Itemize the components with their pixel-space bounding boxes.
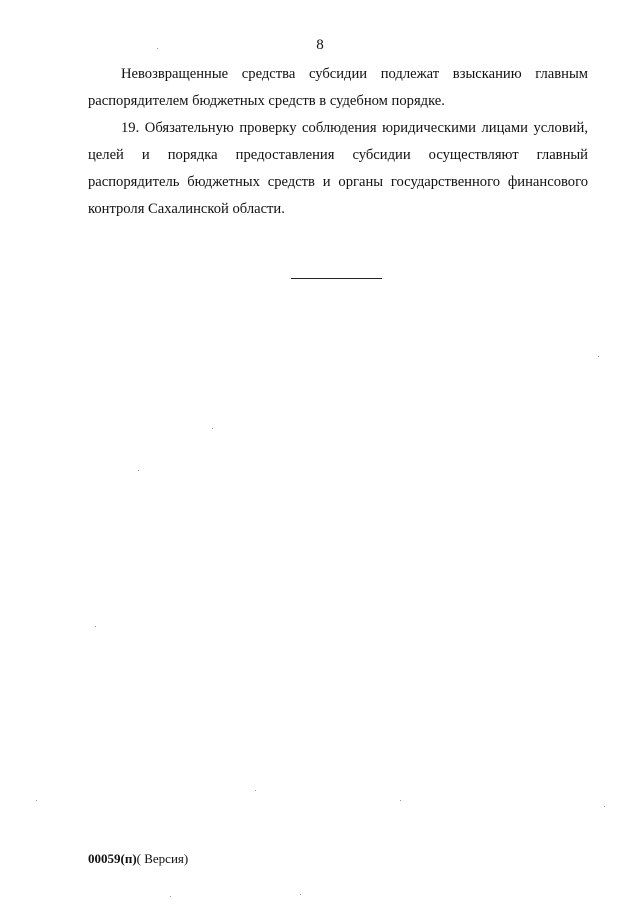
scan-speck [212, 428, 213, 429]
scan-speck [604, 806, 605, 807]
scan-speck [255, 790, 256, 791]
paragraph-19-inspection [88, 115, 588, 223]
scan-speck [36, 800, 37, 801]
end-of-text-separator [291, 278, 382, 279]
scan-speck [300, 894, 301, 895]
scan-speck [138, 470, 139, 471]
scan-speck [170, 896, 171, 897]
paragraph-text: 19. Обязательную проверку соблюдения юридическими лицами условий, целей и порядка предоставления субсидии осуществляют главный распорядитель бюджетных средств и органы государственного финансового контроля Сахалинской области. [88, 120, 588, 217]
document-version-footer [88, 851, 188, 867]
scan-speck [400, 800, 401, 801]
scan-speck [95, 626, 96, 627]
paragraph-text: Невозвращенные средства субсидии подлежат взысканию главным распорядителем бюджетных средств в судебном порядке. [88, 66, 588, 109]
document-code: 00059(п) [88, 851, 137, 866]
scan-speck [598, 356, 599, 357]
scan-speck [157, 48, 158, 49]
paragraph-reimbursement [88, 61, 588, 115]
page-number: 8 [316, 37, 324, 53]
version-label: ( Версия) [136, 851, 189, 866]
